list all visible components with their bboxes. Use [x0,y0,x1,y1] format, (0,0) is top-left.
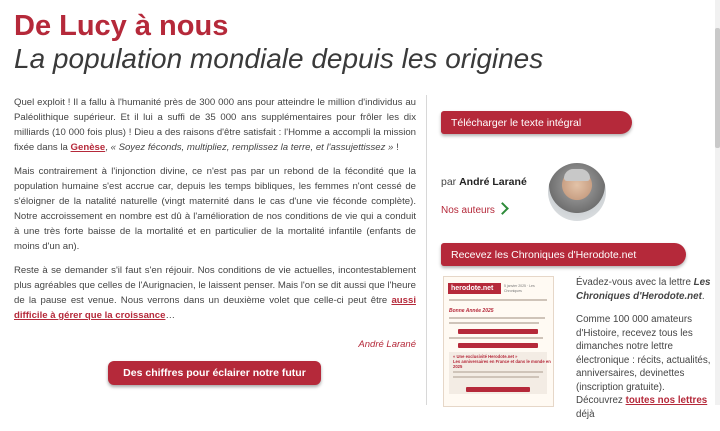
newsletter-text-line [453,371,543,373]
newsletter-text-line [449,337,543,339]
paragraph-text: Comme 100 000 amateurs d'Histoire, recevez tous les dimanches notre lettre électronique : récits, actualités, anniversaires, devinettes (inscription gratuite). Découvrez [576,314,711,406]
newsletter-text-line [449,322,539,324]
paragraph-text: ! [393,142,399,153]
paragraph-text: … [165,310,176,321]
newsletter-logo: herodote.net [448,283,501,294]
article-body [14,95,416,332]
future-figures-button[interactable]: Des chiffres pour éclairer notre futur [108,361,321,385]
newsletter-paragraph-1 [576,276,712,303]
scrollbar-thumb[interactable] [715,28,720,148]
newsletter-red-bar [466,387,530,392]
newsletter-rule [449,299,547,301]
page-subtitle: La population mondiale depuis les origines [14,43,544,74]
author-name: André Larané [459,176,527,188]
growth-link[interactable]: aussi difficile à gérer que la croissance [14,295,416,321]
all-letters-link[interactable]: toutes nos lettres [625,395,708,406]
newsletter-red-bar [458,343,538,348]
newsletter-red-bar [458,329,538,334]
paragraph-text: Évadez-vous avec la lettre [576,277,694,288]
byline-prefix: par [441,176,460,188]
paragraph-text: . [701,290,705,302]
chevron-right-icon [496,202,509,215]
newsletter-preview-image[interactable] [443,276,554,407]
genese-link[interactable]: Genèse [70,142,106,153]
page-title: De Lucy à nous [14,10,229,42]
paragraph-text: déjà [576,408,595,420]
download-full-text-button[interactable]: Télécharger le texte intégral [441,111,632,134]
exclusive-subtitle: Les anniversaires en France et dans le monde en 2025 [453,359,551,369]
newsletter-text-line [453,376,539,378]
our-authors-label: Nos auteurs [441,205,495,216]
author-signature: André Larané [358,339,416,350]
subscribe-chronicles-button[interactable]: Recevez les Chroniques d'Herodote.net [441,243,686,266]
paragraph-text: , [105,142,111,153]
exclusive-title: « Une exclusivité Herodote.net » [453,354,518,359]
our-authors-link[interactable] [441,204,507,216]
bible-quote: « Soyez féconds, multipliez, remplissez la terre, et l'assujettissez » [110,142,394,153]
photo-detail [564,169,590,181]
article-paragraph-1 [14,95,416,155]
paragraph-text: Reste à se demander s'il faut s'en réjouir. Nos conditions de vie actuelles, incontestablement plus agréables que celles de l'Aurignacien, le laissent penser. Mais l'on se dit aussi que l'heure de la pause est venue. Nous verrons dans un deuxième volet que celle-ci peut être [14,265,416,306]
newsletter-exclusive [453,354,553,369]
newsletter-greeting: Bonne Année 2025 [449,308,494,314]
article-paragraph-3 [14,263,416,323]
newsletter-description [576,276,712,431]
author-byline [441,176,527,188]
author-photo [548,163,606,221]
paragraph-text: Quel exploit ! Il a fallu à l'humanité près de 300 000 ans pour atteindre le million d'individus au Paléolithique supérieur. Et il lui a suffi de 35 000 ans supplémentaires pour frôler les dix milliards (10 000 fois plus) ! Dieu a des raisons d'être satisfait : l'Homme a accompli la mission fixée dans la [14,97,416,153]
article-paragraph-2: Mais contrairement à l'injonction divine, ce n'est pas par un rebond de la fécondité que la population humaine s'est accrue car, depuis les temps bibliques, les femmes n'ont cessé de s'éloigner de la natalité naturelle (vingt maternité dans le cas d'une vie féconde complète). Notre accroissement en nombre est dû à l'amélioration de nos conditions de vie qui a conduit à une très forte baisse de la mortalité et en particulier de la mortalité infantile (enfants de moins d'un an). [14,166,416,252]
newsletter-text-line [449,317,545,319]
column-divider [426,95,427,405]
newsletter-name: Les Chroniques d'Herodote.net [576,277,711,302]
newsletter-date: 5 janvier 2025 · Les Chroniques [504,284,535,293]
